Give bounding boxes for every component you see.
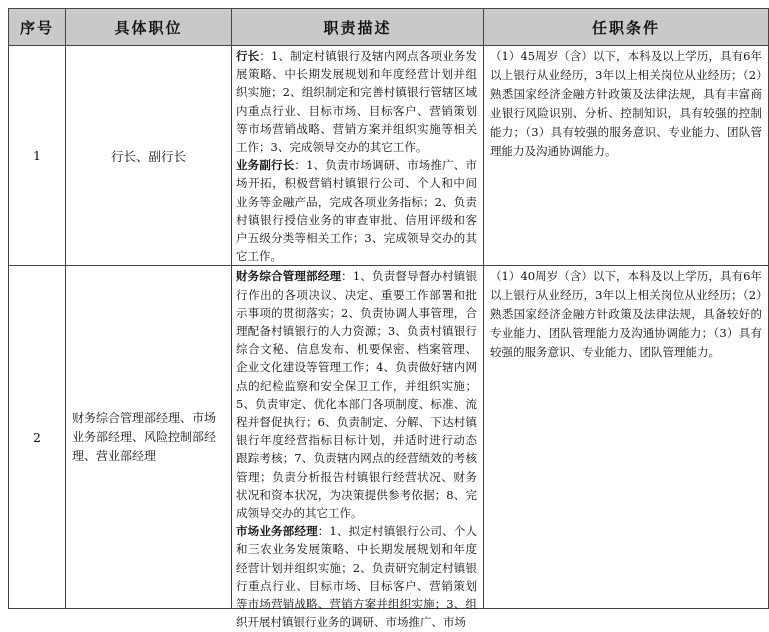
- duty-text: ：1、负责市场调研、市场推广、市场开拓，积极营销村镇银行公司、个人和中间业务等金融产品，完成各项业务指标；2、负责村镇银行授信业务的审查审批、信用评级和客户五级分类等相关工作；3、完成领导交办的其它工作。: [236, 158, 477, 264]
- duty-role-title: 行长: [236, 49, 260, 63]
- header-row: [9, 9, 769, 46]
- duty-paragraph: [236, 267, 477, 522]
- row-requirements: （1）45周岁（含）以下，本科及以上学历，具有6年以上银行从业经历，3年以上相关岗位从业经历；（2）熟悉国家经济金融方针政策及法律法规，具有丰富商业银行风险识别、分析、控制知识，具有较强的控制能力；（3）具有较强的服务意识、专业能力、团队管理能力及沟通协调能力。: [484, 46, 769, 266]
- duty-text: ：1、制定村镇银行及辖内网点各项业务发展策略、中长期发展规划和年度经营计划并组织实施；2、组织制定和完善村镇银行管辖区域内重点行业、目标市场、目标客户、营销策划等市场营销战略、营销方案并组织实施等相关工作；3、完成领导交办的其它工作。: [236, 49, 477, 155]
- row-duties: [232, 46, 484, 266]
- header-duties: 职责描述: [232, 9, 484, 46]
- table-row: [9, 46, 769, 266]
- row-position: 行长、副行长: [66, 46, 232, 266]
- row-position: 财务综合管理部经理、市场业务部经理、风险控制部经理、营业部经理: [66, 266, 232, 609]
- row-requirements: （1）40周岁（含）以下，本科及以上学历，具有6年以上银行从业经历，3年以上相关岗位从业经历；（2）熟悉国家经济金融方针政策及法律法规，具备较好的专业能力、团队管理能力及沟通协调能力；（3）具有较强的服务意识、专业能力、团队管理能力。: [484, 266, 769, 609]
- duty-paragraph: [236, 522, 477, 631]
- header-no: 序号: [9, 9, 66, 46]
- duty-text: ：1、拟定村镇银行公司、个人和三农业务发展策略、中长期发展规划和年度经营计划并组织实施；2、负责研究制定村镇银行重点行业、目标市场、目标客户、营销策划等市场营销战略、营销方案并组织实施；3、组织开展村镇银行业务的调研、市场推广、市场: [236, 524, 477, 630]
- row-duties: [232, 266, 484, 630]
- row-no: 2: [9, 266, 66, 609]
- duty-paragraph: [236, 156, 477, 265]
- duty-role-title: 业务副行长: [236, 158, 295, 173]
- header-requirements: 任职条件: [484, 9, 769, 46]
- header-position: 具体职位: [66, 9, 232, 46]
- row-no: 1: [9, 46, 66, 266]
- duty-role-title: 市场业务部经理: [236, 524, 318, 539]
- table-row: [9, 266, 769, 609]
- duty-text: ：1、负责督导督办村镇银行作出的各项决议、决定、重要工作部署和批示事项的贯彻落实；2、负责协调人事管理，合理配备村镇银行的人力资源；3、负责村镇银行综合文秘、信息发布、机要保密、档案管理、企业文化建设等管理工作；4、负责做好辖内网点的纪检监察和安全保卫工作，并组织实施；5、负责审定、优化本部门各项制度、标准、流程并督促执行；6、负责制定、分解、下达村镇银行年度经营指标目标计划，并适时进行动态跟踪考核；7、负责辖内网点的经营绩效的考核管理；负责分析报告村镇银行经营状况、财务状况和资本状况，为决策提供参考依据；8、完成领导交办的其它工作。: [236, 269, 477, 521]
- duty-role-title: 财务综合管理部经理: [236, 269, 342, 284]
- duty-paragraph: [236, 47, 477, 156]
- positions-table: [8, 8, 769, 630]
